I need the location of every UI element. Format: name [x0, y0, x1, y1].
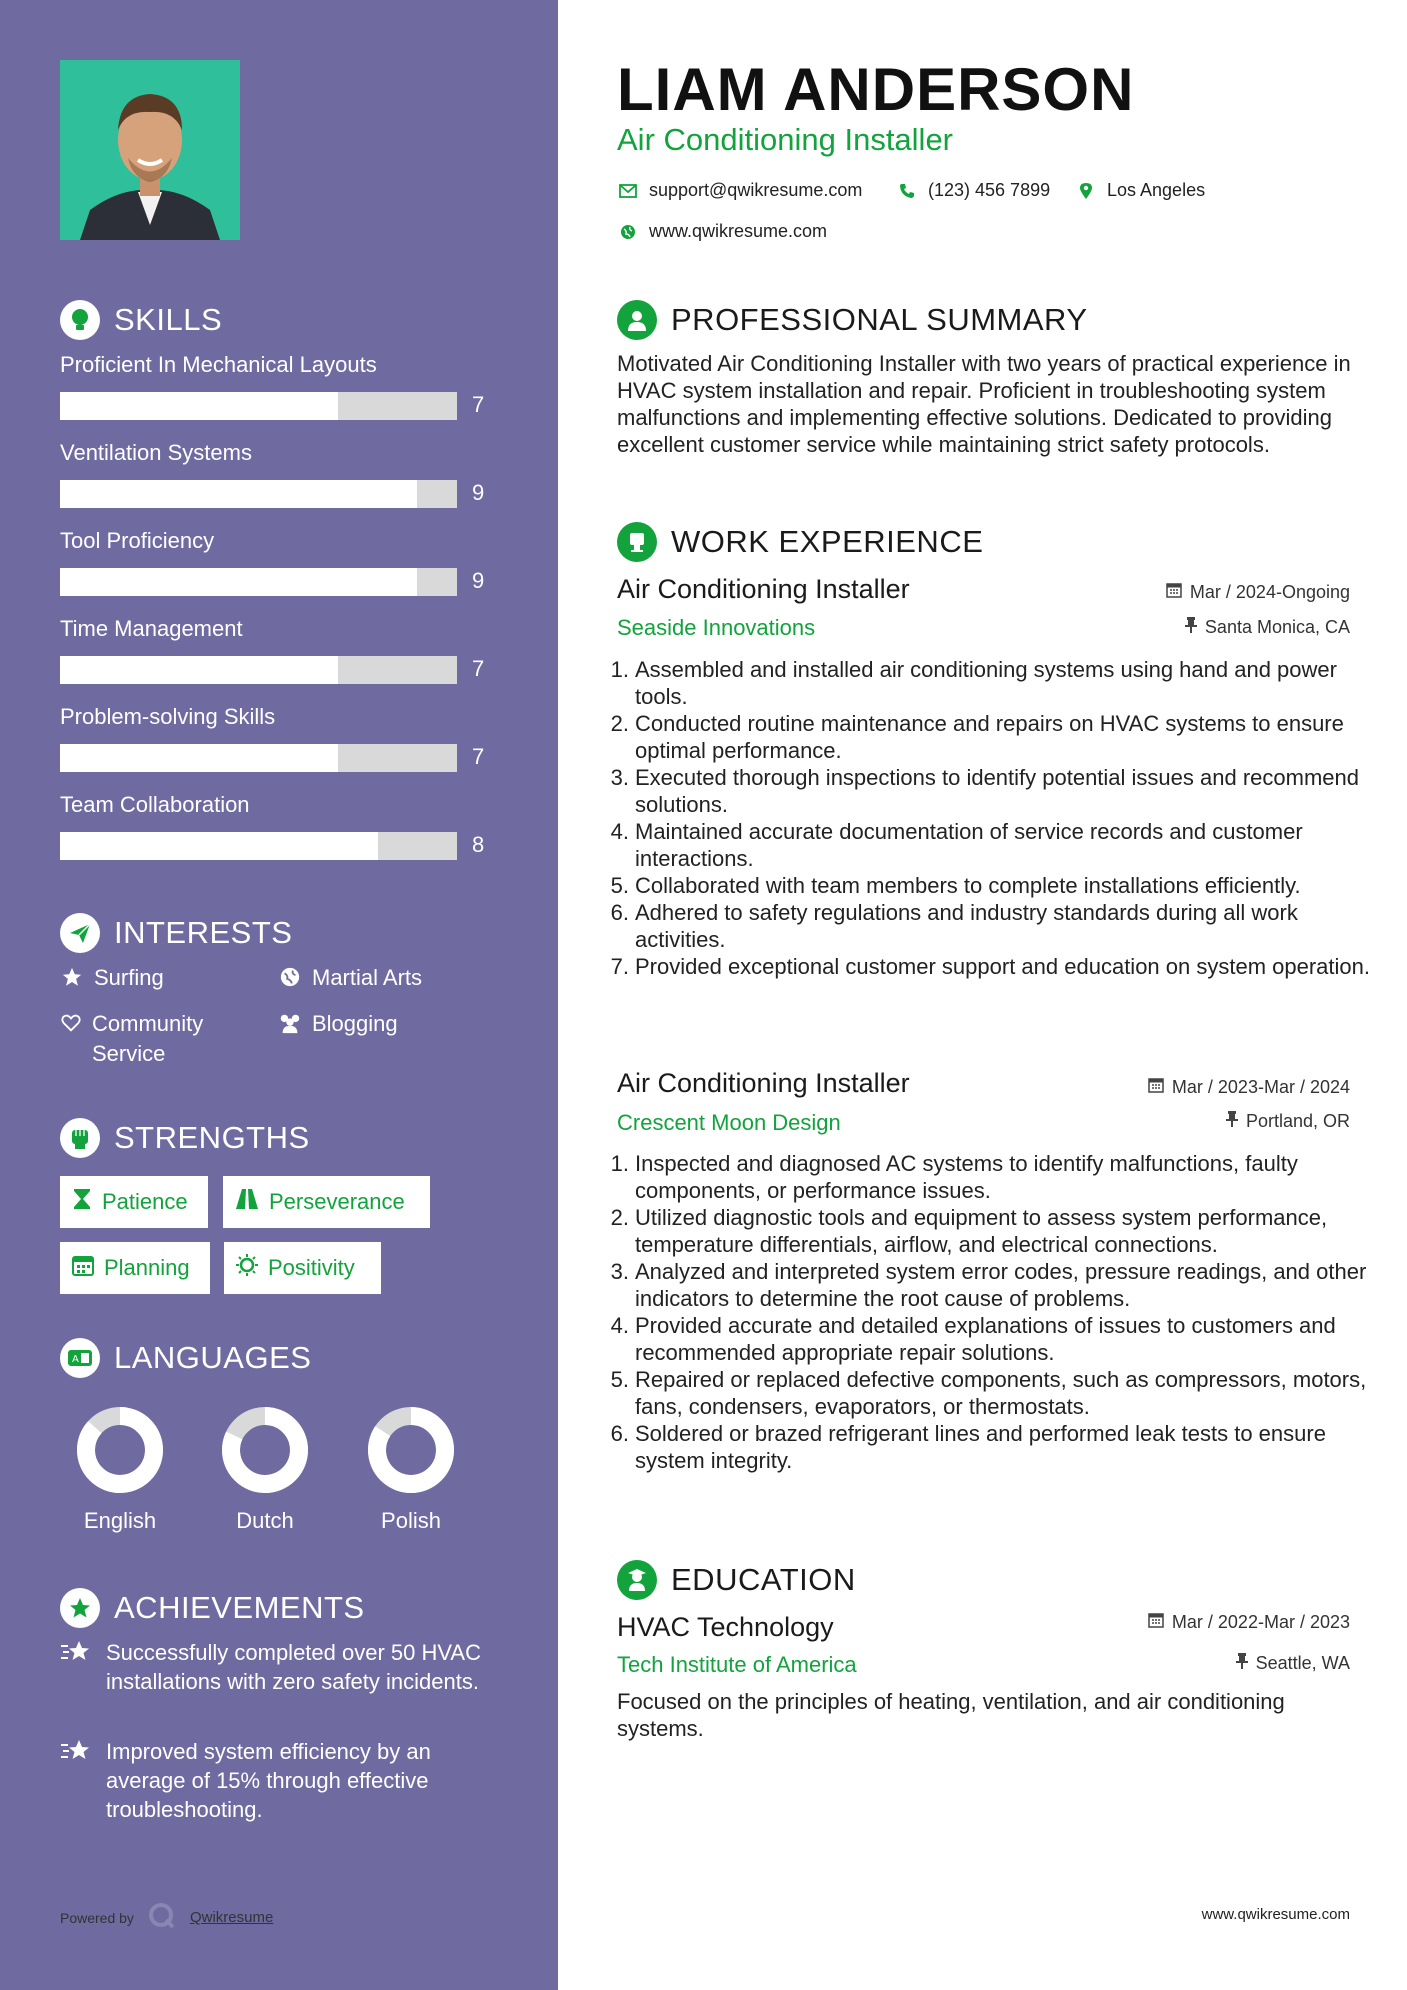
interest-item-surfing: [60, 963, 164, 993]
paper-plane-icon: [60, 913, 100, 953]
language-ring: [60, 1390, 180, 1510]
experience-header: [617, 522, 983, 562]
skill-bar: [60, 744, 457, 772]
candidate-title: Air Conditioning Installer: [617, 122, 954, 157]
qwikresume-link[interactable]: Qwikresume: [189, 1909, 274, 1926]
skill-bar-fill: [60, 568, 417, 596]
interests-title: INTERESTS: [114, 915, 293, 950]
main-content: [558, 0, 1407, 1990]
strengths-title: STRENGTHS: [114, 1120, 310, 1155]
contact-phone[interactable]: [896, 180, 1050, 201]
qwikresume-logo-icon: [148, 1902, 176, 1933]
skill-value: 9: [472, 568, 485, 593]
interest-label: Blogging: [312, 1011, 398, 1036]
phone-icon: [896, 183, 918, 199]
location-text: Los Angeles: [1107, 180, 1206, 200]
achievements-title: ACHIEVEMENTS: [114, 1590, 365, 1625]
sun-icon: [236, 1254, 258, 1282]
contact-email[interactable]: [617, 180, 862, 201]
list-item: 2. Conducted routine maintenance and repairs on HVAC systems to ensure optimal performance.: [610, 711, 1344, 763]
star-icon: [60, 963, 84, 993]
skill-value: 9: [472, 480, 485, 505]
education-degree: HVAC Technology: [617, 1612, 834, 1642]
skill-bar: [60, 480, 457, 508]
skills-header: [60, 300, 222, 340]
calendar-icon: [72, 1254, 94, 1282]
skill-name: Tool Proficiency: [60, 528, 215, 553]
education-location: [1236, 1653, 1350, 1674]
education-location-text: Seattle, WA: [1255, 1653, 1350, 1673]
achievement-text: Successfully completed over 50 HVAC installations with zero safety incidents.: [106, 1640, 481, 1694]
achievement-item: [60, 1737, 500, 1824]
summary-text: Motivated Air Conditioning Installer with two years of practical experience in HVAC system installation and repair. Proficient in troubleshooting system malfunctions and implementing effective solutions. Dedicated to providing excellent customer service while maintaining strict safety protocols.: [617, 351, 1351, 457]
language-dutch: [205, 1390, 325, 1515]
list-item: 4. Maintained accurate documentation of service records and customer interactions.: [610, 819, 1303, 871]
education-dates-text: Mar / 2022-Mar / 2023: [1171, 1612, 1350, 1632]
job-bullets: [610, 1150, 1377, 1474]
pushpin-icon: [1185, 617, 1197, 638]
languages-header: [60, 1338, 311, 1378]
education-title: EDUCATION: [671, 1562, 856, 1597]
contact-location: [1075, 180, 1205, 201]
globe-icon: [278, 963, 302, 993]
education-school: Tech Institute of America: [617, 1652, 857, 1677]
language-name: Polish: [381, 1508, 441, 1533]
strength-label: Perseverance: [269, 1189, 405, 1214]
job-dates: [1148, 1077, 1350, 1098]
job-dates-text: Mar / 2023-Mar / 2024: [1171, 1077, 1350, 1097]
skill-value: 7: [472, 656, 485, 681]
skill-bar: [60, 832, 457, 860]
list-item: 2. Utilized diagnostic tools and equipment to assess system performance, temperature differentials, airflow, and electrical connections.: [610, 1205, 1328, 1257]
heart-outline-icon: [60, 1009, 82, 1069]
achievements-header: [60, 1588, 365, 1628]
skill-value: 7: [472, 392, 485, 417]
contact-website[interactable]: [617, 221, 827, 242]
achievement-text: Improved system efficiency by an average of 15% through effective troubleshooting.: [106, 1739, 431, 1822]
shooting-star-icon: [60, 1638, 92, 1696]
skill-name: Time Management: [60, 616, 243, 641]
hourglass-icon: [72, 1188, 92, 1216]
skill-bar: [60, 568, 457, 596]
skill-value: 7: [472, 744, 485, 769]
interest-label: Martial Arts: [312, 965, 423, 990]
users-icon: [278, 1009, 302, 1039]
list-item: 1. Assembled and installed air conditioning systems using hand and power tools.: [610, 657, 1337, 709]
powered-by-label: Powered by: [60, 1909, 134, 1926]
graduate-icon: [617, 1560, 657, 1600]
interest-item-martial-arts: [278, 963, 422, 993]
job-location-text: Portland, OR: [1245, 1111, 1350, 1131]
email-text: support@qwikresume.com: [649, 180, 863, 200]
skill-bar-fill: [60, 832, 378, 860]
skill-name: Team Collaboration: [60, 792, 250, 817]
strength-label: Patience: [102, 1189, 188, 1214]
list-item: 7. Provided exceptional customer support and education on system operation.: [610, 954, 1370, 979]
language-polish: [351, 1390, 471, 1515]
shooting-star-icon: [60, 1737, 92, 1824]
job-location: [1185, 617, 1350, 638]
translate-icon: [60, 1338, 100, 1378]
strength-chip-positivity: [224, 1242, 381, 1294]
language-name: English: [83, 1508, 157, 1533]
list-item: 1. Inspected and diagnosed AC systems to identify malfunctions, faulty components, or performance issues.: [610, 1151, 1298, 1203]
interest-item-blogging: [278, 1009, 398, 1039]
phone-text: (123) 456 7899: [928, 180, 1051, 200]
skill-bar-fill: [60, 480, 417, 508]
skill-bar-fill: [60, 744, 338, 772]
language-english: [60, 1390, 180, 1515]
calendar-icon: [1148, 1077, 1164, 1098]
experience-title: WORK EXPERIENCE: [671, 524, 984, 559]
job-company: Seaside Innovations: [617, 615, 816, 640]
list-item: 4. Provided accurate and detailed explanations of issues to customers and recommended appropriate repair solutions.: [610, 1313, 1336, 1365]
skill-name: Problem-solving Skills: [60, 704, 276, 729]
skill-bar-fill: [60, 656, 338, 684]
skill-bar-fill: [60, 392, 338, 420]
job-dates-text: Mar / 2024-Ongoing: [1189, 582, 1350, 602]
calendar-icon: [1148, 1612, 1164, 1633]
calendar-icon: [1166, 582, 1182, 603]
sidebar: [0, 0, 558, 1990]
pushpin-icon: [1226, 1111, 1238, 1132]
interest-item-community-service: [60, 1009, 260, 1069]
language-ring: [205, 1390, 325, 1510]
skill-bar: [60, 656, 457, 684]
list-item: 6. Soldered or brazed refrigerant lines and performed leak tests to ensure system integrity.: [610, 1421, 1326, 1473]
strength-label: Positivity: [268, 1255, 355, 1280]
job-title: Air Conditioning Installer: [617, 1068, 910, 1098]
road-icon: [235, 1189, 259, 1215]
job-bullets: [610, 656, 1377, 980]
skill-bar: [60, 392, 457, 420]
job-location-text: Santa Monica, CA: [1204, 617, 1350, 637]
candidate-name: LIAM ANDERSON: [617, 56, 1135, 123]
interest-label: Community Service: [92, 1011, 204, 1066]
skills-title: SKILLS: [114, 302, 223, 337]
list-item: 5. Repaired or replaced defective components, such as compressors, motors, fans, condensers, evaporators, or thermostats.: [610, 1367, 1367, 1419]
pushpin-icon: [1236, 1653, 1248, 1674]
envelope-icon: [617, 184, 639, 198]
map-pin-icon: [1075, 182, 1097, 200]
language-ring: [351, 1390, 471, 1510]
job-title: Air Conditioning Installer: [617, 574, 910, 604]
job-company: Crescent Moon Design: [617, 1110, 841, 1135]
strengths-header: [60, 1118, 310, 1158]
list-item: 3. Executed thorough inspections to identify potential issues and recommend solutions.: [610, 765, 1359, 817]
job-location: [1226, 1111, 1350, 1132]
education-dates: [1148, 1612, 1350, 1633]
powered-by: [60, 1902, 273, 1933]
skill-value: 8: [472, 832, 485, 857]
svg-text:A: A: [72, 1354, 79, 1365]
star-badge-icon: [60, 1588, 100, 1628]
profile-photo: [60, 60, 240, 240]
globe-icon: [617, 224, 639, 240]
list-item: 3. Analyzed and interpreted system error codes, pressure readings, and other indicators to determine the root cause of problems.: [610, 1259, 1367, 1311]
briefcase-icon: [617, 522, 657, 562]
footer-url[interactable]: www.qwikresume.com: [1201, 1906, 1350, 1923]
interests-header: [60, 913, 292, 953]
fist-icon: [60, 1118, 100, 1158]
website-text: www.qwikresume.com: [649, 221, 828, 241]
strength-label: Planning: [104, 1255, 190, 1280]
lightbulb-icon: [60, 300, 100, 340]
skill-name: Proficient In Mechanical Layouts: [60, 352, 377, 377]
skill-name: Ventilation Systems: [60, 440, 252, 465]
strength-chip-perseverance: [223, 1176, 430, 1228]
languages-title: LANGUAGES: [114, 1340, 312, 1375]
education-header: [617, 1560, 856, 1600]
list-item: 6. Adhered to safety regulations and industry standards during all work activities.: [610, 900, 1298, 952]
language-name: Dutch: [236, 1508, 294, 1533]
summary-title: PROFESSIONAL SUMMARY: [671, 302, 1088, 337]
strength-chip-planning: [60, 1242, 210, 1294]
job-dates: [1166, 582, 1350, 603]
strength-chip-patience: [60, 1176, 208, 1228]
education-description: Focused on the principles of heating, ventilation, and air conditioning systems.: [617, 1689, 1285, 1741]
achievement-item: [60, 1638, 500, 1696]
user-icon: [617, 300, 657, 340]
summary-header: [617, 300, 1088, 340]
list-item: 5. Collaborated with team members to complete installations efficiently.: [610, 873, 1301, 898]
interest-label: Surfing: [94, 965, 164, 990]
